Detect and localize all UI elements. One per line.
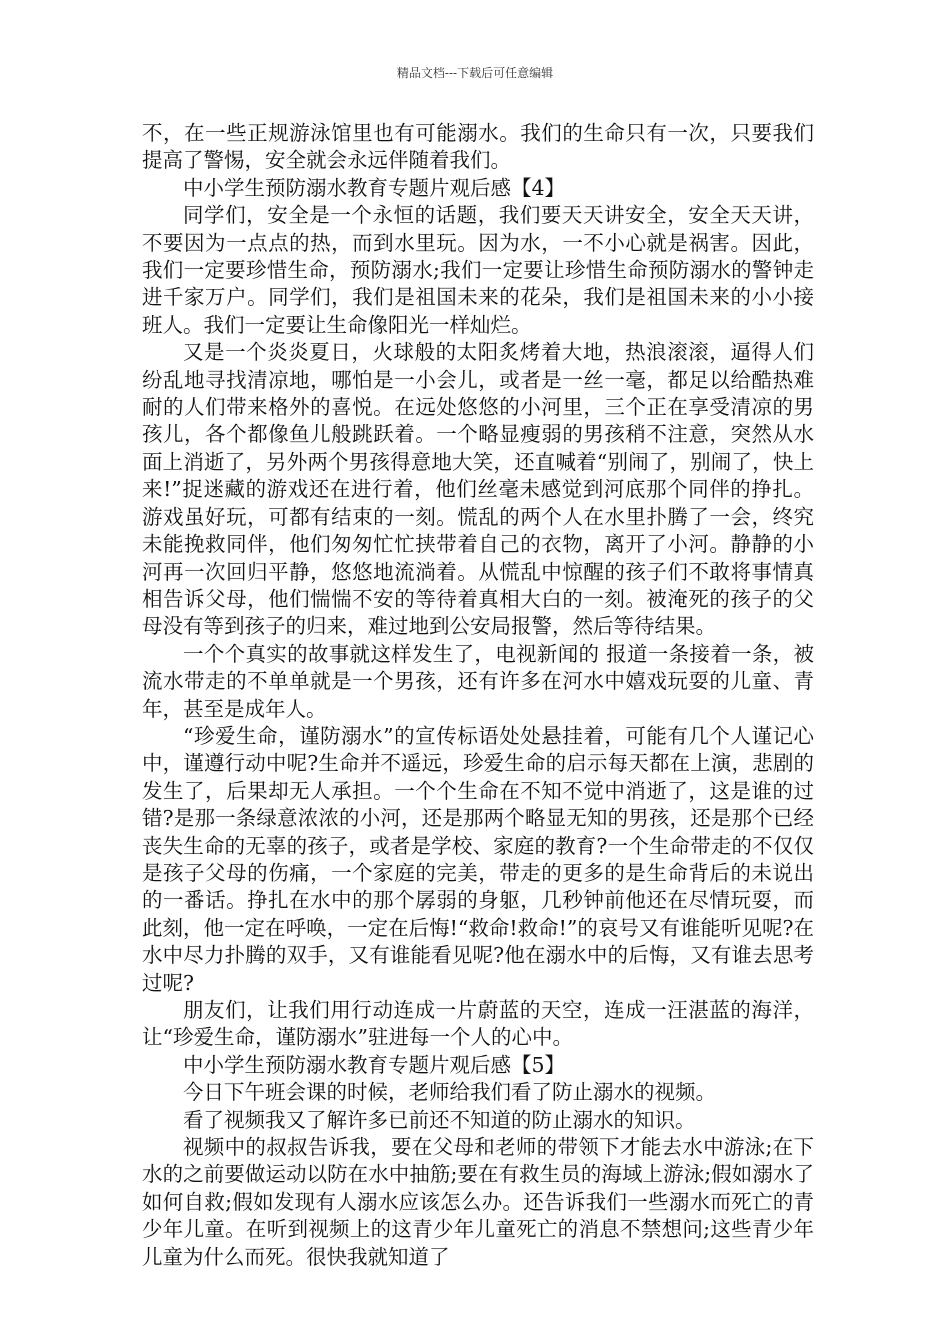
- paragraph: 同学们，安全是一个永恒的话题，我们要天天讲安全，安全天天讲，不要因为一点点的热，而到水里玩。因为水，一不小心就是祸害。因此，我们一定要珍惜生命，预防溺水;我们一定要让珍惜生命预防溺水的警钟走进千家万户。同学们，我们是祖国未来的花朵，我们是祖国未来的小小接班人。我们一定要让生命像阳光一样灿烂。: [142, 203, 814, 337]
- paragraph-continuation: 不，在一些正规游泳馆里也有可能溺水。我们的生命只有一次，只要我们提高了警惕，安全就会永远伴随着我们。: [142, 121, 814, 173]
- paragraph: 一个个真实的故事就这样发生了，电视新闻的 报道一条接着一条，被流水带走的不单单就是一个男孩，还有许多在河水中嬉戏玩耍的儿童、青年，甚至是成年人。: [142, 641, 814, 721]
- section-heading-5: 中小学生预防溺水教育专题片观后感【5】: [183, 1052, 566, 1077]
- document-body: [142, 120, 814, 1271]
- section-heading-4: 中小学生预防溺水教育专题片观后感【4】: [183, 175, 566, 200]
- paragraph: 又是一个炎炎夏日，火球般的太阳炙烤着大地，热浪滚滚，逼得人们纷乱地寻找清凉地，哪怕是一小会儿，或者是一丝一毫，都足以给酷热难耐的人们带来格外的喜悦。在远处悠悠的小河里，三个正在享受清凉的男孩儿，各个都像鱼儿般跳跃着。一个略显瘦弱的男孩稍不注意，突然从水面上消逝了，另外两个男孩得意地大笑，还直喊着“别闹了，别闹了，快上来!”捉迷藏的游戏还在进行着，他们丝毫未感觉到河底那个同伴的挣扎。游戏虽好玩，可都有结束的一刻。慌乱的两个人在水里扑腾了一会，终究未能挽救同伴，他们匆匆忙忙挟带着自己的衣物，离开了小河。静静的小河再一次回归平静，悠悠地流淌着。从慌乱中惊醒的孩子们不敢将事情真相告诉父母，他们惴惴不安的等待着真相大白的一刻。被淹死的孩子的父母没有等到孩子的归来，难过地到公安局报警，然后等待结果。: [142, 340, 814, 639]
- paragraph: 今日下午班会课的时候，老师给我们看了防止溺水的视频。: [183, 1080, 716, 1105]
- paragraph: 看了视频我又了解许多已前还不知道的防止溺水的知识。: [183, 1107, 696, 1132]
- page-header: 精品文档---下载后可任意编辑: [396, 66, 554, 80]
- paragraph: 朋友们，让我们用行动连成一片蔚蓝的天空，连成一汪湛蓝的海洋，让“珍爱生命，谨防溺水”驻进每一个人的心中。: [142, 998, 814, 1050]
- paragraph: 视频中的叔叔告诉我，要在父母和老师的带领下才能去水中游泳;在下水的之前要做运动以防在水中抽筋;要在有救生员的海域上游泳;假如溺水了如何自救;假如发现有人溺水应该怎么办。还告诉我们一些溺水而死亡的青少年儿童。在听到视频上的这青少年儿童死亡的消息不禁想问;这些青少年儿童为什么而死。很快我就知道了: [142, 1135, 814, 1269]
- paragraph: “珍爱生命，谨防溺水”的宣传标语处处悬挂着，可能有几个人谨记心中，谨遵行动中呢?生命并不遥远，珍爱生命的启示每天都在上演，悲剧的发生了，后果却无人承担。一个个生命在不知不觉中消逝了，这是谁的过错?是那一条绿意浓浓的小河，还是那两个略显无知的男孩，还是那个已经丧失生命的无辜的孩子，或者是学校、家庭的教育?一个生命带走的不仅仅是孩子父母的伤痛，一个家庭的完美，带走的更多的是生命背后的未说出的一番话。挣扎在水中的那个孱弱的身躯，几秒钟前他还在尽情玩耍，而此刻，他一定在呼唤，一定在后悔!“救命!救命!”的哀号又有谁能听见呢?在水中尽力扑腾的双手，又有谁能看见呢?他在溺水中的后悔，又有谁去思考过呢?: [142, 723, 814, 995]
